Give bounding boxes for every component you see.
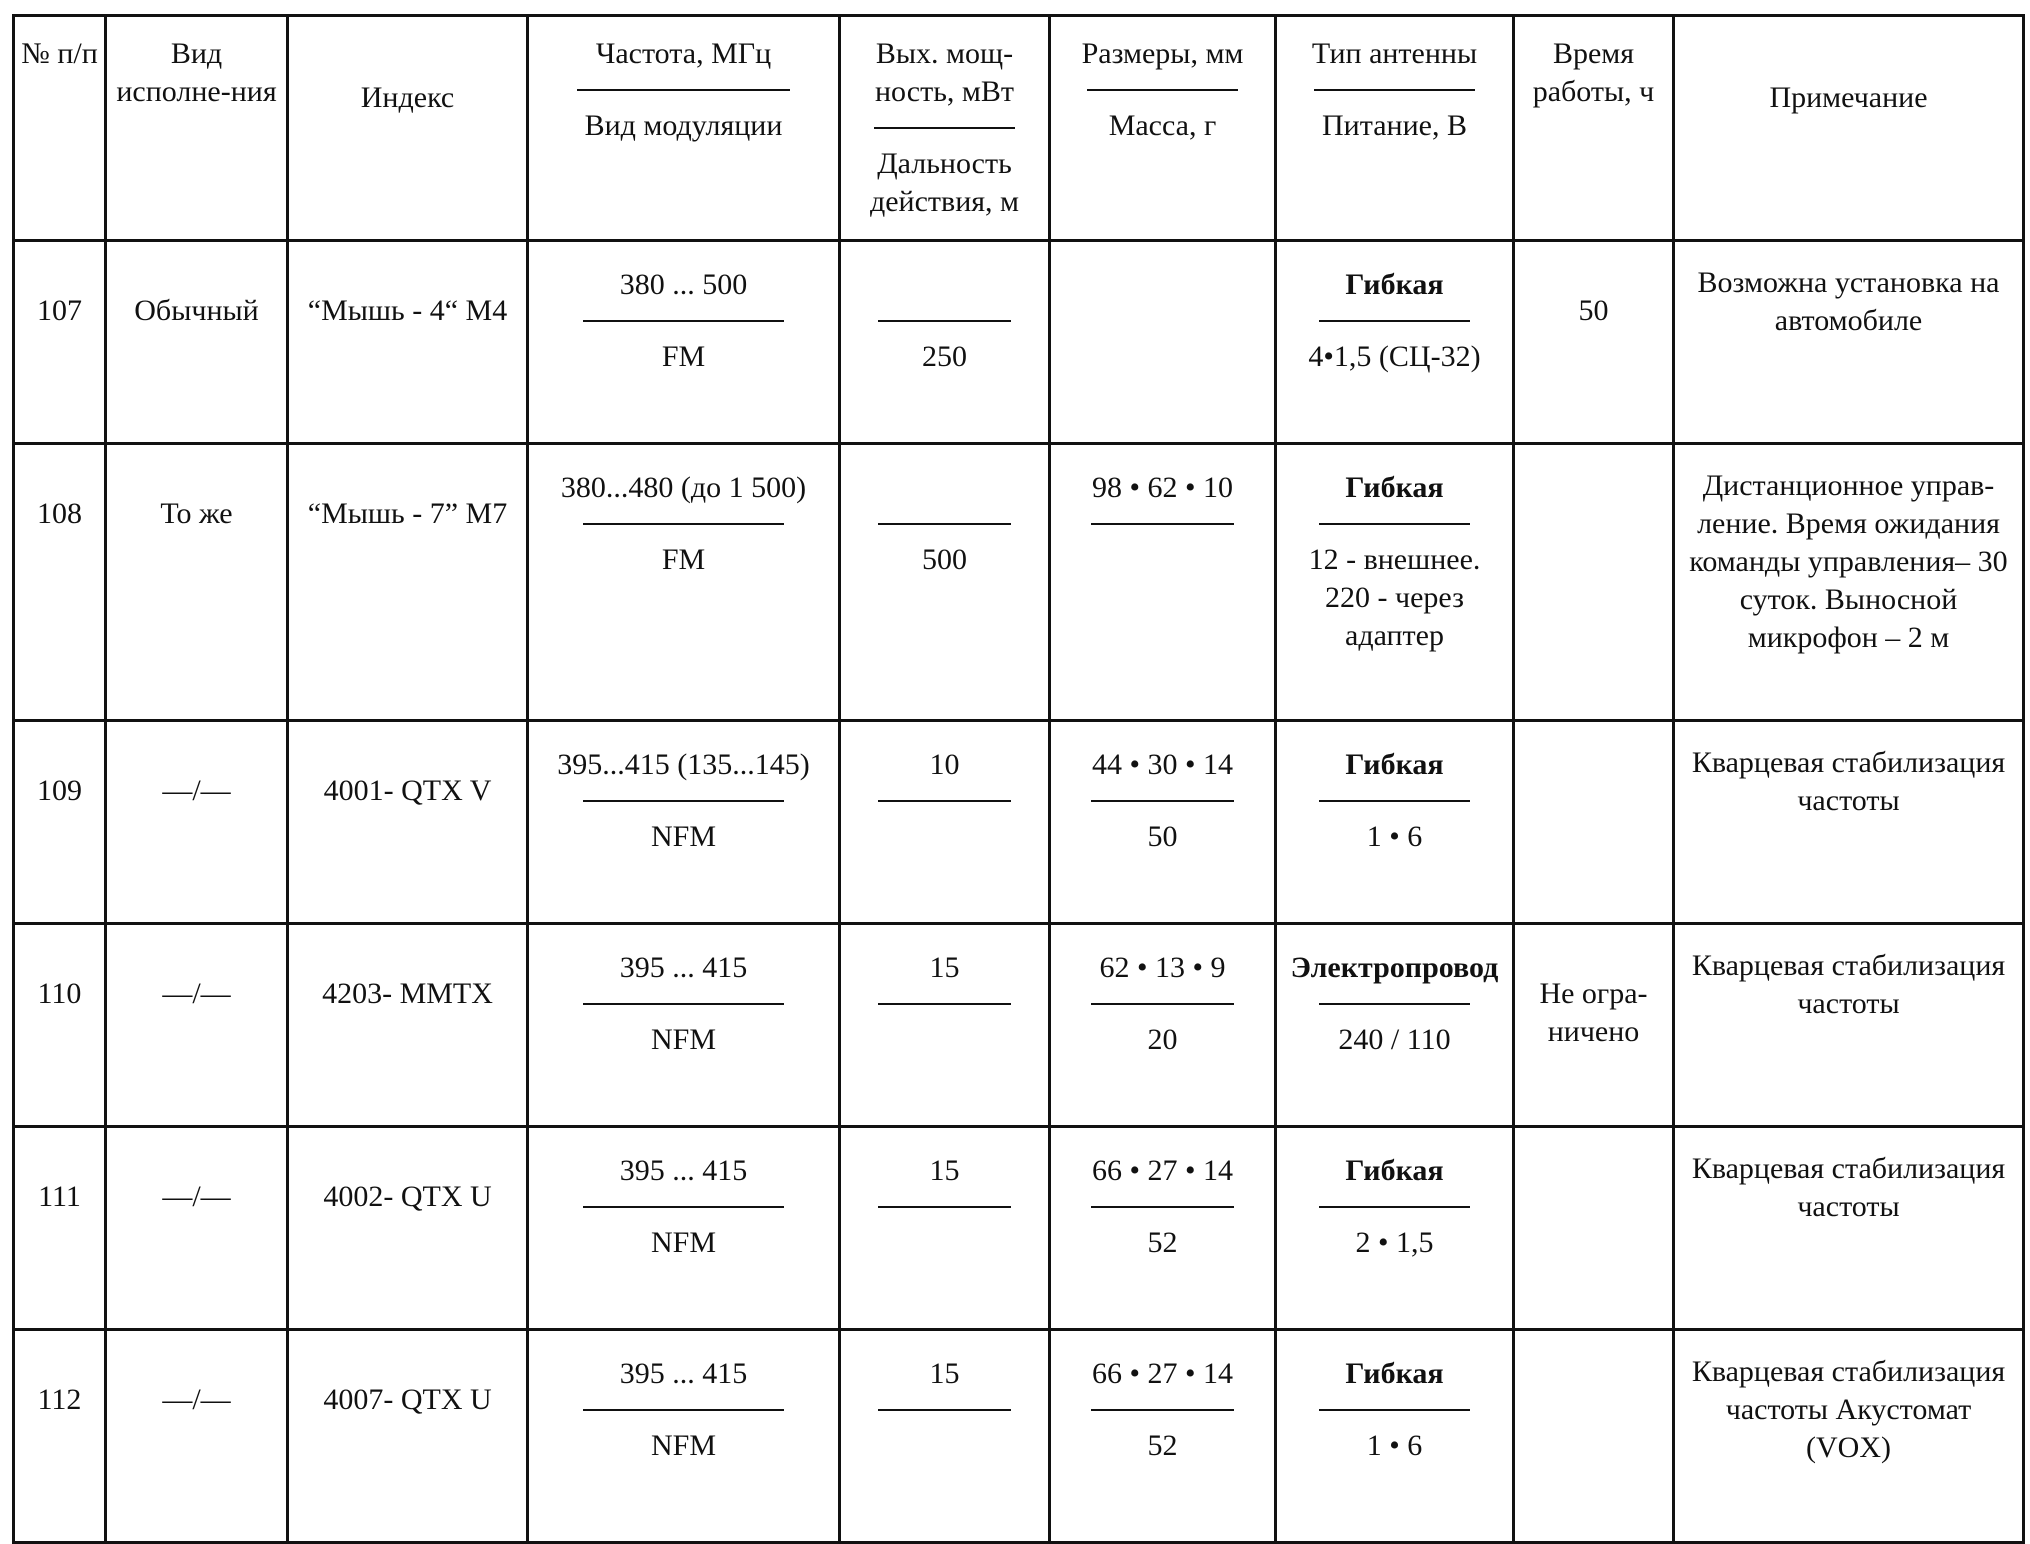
row-time-cell [1514,1127,1674,1330]
row-num: 109 [37,774,82,807]
row-kind: Обычный [134,294,259,327]
row-size-cell [1050,444,1276,721]
table-row [14,1127,2024,1330]
row-num: 111 [38,1180,81,1213]
row-antenna-top: Гибкая [1345,1154,1444,1187]
row-size-bottom: 50 [1147,820,1178,853]
row-index-cell [288,241,528,444]
row-power-cell [840,444,1050,721]
row-size-cell [1050,924,1276,1127]
row-antenna-cell [1276,1127,1514,1330]
row-index: 4007- QTX U [323,1383,492,1416]
row-antenna-rule [1319,523,1471,525]
table-header [14,16,2024,241]
row-antenna-top: Гибкая [1345,471,1444,504]
row-size-rule [1091,1206,1234,1208]
row-size-top: 44 • 30 • 14 [1091,748,1233,781]
row-power-bottom: 500 [922,543,967,576]
row-antenna-bottom: 12 - внешнее. 220 - через адаптер [1308,543,1481,652]
header-num: № п/п [14,16,106,241]
row-num: 108 [37,497,82,530]
row-freq-rule [583,320,785,322]
row-index: 4001- QTX V [323,774,492,807]
row-antenna-bottom: 240 / 110 [1338,1023,1451,1056]
header-index [288,16,528,241]
row-size-rule [1091,1409,1234,1411]
row-power-fraction [847,925,1042,1059]
row-size-fraction [1057,925,1268,1059]
row-antenna-bottom: 4•1,5 (СЦ-32) [1308,340,1481,373]
header-freq-fraction [535,35,832,145]
row-index-cell [288,1127,528,1330]
row-freq-rule [583,800,785,802]
row-kind-cell [106,444,288,721]
row-index: “Мышь - 7” М7 [307,497,508,530]
row-time-cell [1514,444,1674,721]
row-time: 50 [1578,294,1609,327]
row-num-cell [14,444,106,721]
row-power-top: 10 [929,748,960,781]
row-size-rule [1091,800,1234,802]
header-antenna-fraction [1283,35,1506,145]
table-row [14,1330,2024,1543]
header-size-top: Размеры, мм [1081,37,1244,70]
row-antenna-cell [1276,924,1514,1127]
header-time: Время работы, ч [1514,16,1674,241]
header-antenna-rule [1314,89,1475,91]
row-time-cell [1514,721,1674,924]
row-size-top: 98 • 62 • 10 [1091,471,1233,504]
row-power-top: 15 [929,951,960,984]
row-note-cell [1674,1127,2024,1330]
row-power-rule [878,800,1011,802]
row-freq-fraction [535,722,832,856]
row-freq-fraction [535,1128,832,1262]
row-freq-bottom: FM [661,543,706,576]
row-antenna-cell [1276,444,1514,721]
row-index-cell [288,721,528,924]
row-size-bottom: 52 [1147,1226,1178,1259]
row-antenna-rule [1319,1206,1471,1208]
row-freq-bottom: FM [661,340,706,373]
row-note-cell [1674,241,2024,444]
row-kind: —/— [162,774,231,807]
row-freq-bottom: NFM [650,1429,717,1462]
row-freq-fraction [535,925,832,1059]
row-index-cell [288,444,528,721]
row-freq-top: 395...415 (135...145) [557,748,810,781]
row-freq-bottom: NFM [650,820,717,853]
table-row [14,444,2024,721]
row-note-cell [1674,721,2024,924]
row-freq-fraction [535,1331,832,1465]
row-antenna-bottom: 2 • 1,5 [1355,1226,1434,1259]
row-freq-rule [583,1206,785,1208]
row-freq-cell [528,1330,840,1543]
header-kind: Вид исполне-ния [106,16,288,241]
header-freq-rule [577,89,791,91]
row-num-cell [14,1330,106,1543]
row-antenna-fraction [1283,1331,1506,1465]
row-freq-bottom: NFM [650,1023,717,1056]
header-power-rule [874,127,1014,129]
header-note [1674,16,2024,241]
row-freq-top: 395 ... 415 [619,1357,748,1390]
row-power-rule [878,1003,1011,1005]
header-antenna-bottom: Питание, В [1322,109,1467,142]
row-power-rule [878,320,1011,322]
row-freq-fraction [535,242,832,376]
row-num-cell [14,1127,106,1330]
row-note: Возможна установка на автомобиле [1697,266,2000,337]
header-size-bottom: Масса, г [1108,109,1217,142]
header-size [1050,16,1276,241]
row-antenna-cell [1276,241,1514,444]
row-note-cell [1674,444,2024,721]
row-note: Кварцевая стабилизация частоты [1691,949,2006,1020]
row-index-cell [288,924,528,1127]
row-index-cell [288,1330,528,1543]
row-freq-cell [528,241,840,444]
row-size-fraction [1057,1331,1268,1465]
row-power-cell [840,1127,1050,1330]
row-kind: —/— [162,977,231,1010]
row-power-fraction [847,722,1042,856]
table-row [14,241,2024,444]
header-power-top: Вых. мощ-ность, мВт [874,37,1014,108]
row-antenna-top: Гибкая [1345,1357,1444,1390]
row-power-fraction [847,242,1042,376]
row-power-cell [840,1330,1050,1543]
row-kind-cell [106,241,288,444]
row-size-bottom: 20 [1147,1023,1178,1056]
row-size-rule [1091,523,1234,525]
row-kind-cell [106,1330,288,1543]
row-freq-fraction [535,445,832,579]
row-antenna-fraction [1283,445,1506,655]
header-antenna [1276,16,1514,241]
row-time-cell [1514,1330,1674,1543]
row-freq-cell [528,444,840,721]
row-num-cell [14,721,106,924]
transmitter-spec-table [12,14,2025,1544]
header-freq [528,16,840,241]
row-power-rule [878,1409,1011,1411]
row-power-fraction [847,1331,1042,1465]
row-power-cell [840,924,1050,1127]
row-freq-top: 380 ... 500 [619,268,748,301]
row-time-cell [1514,924,1674,1127]
row-power-cell [840,721,1050,924]
row-size-cell [1050,721,1276,924]
row-antenna-rule [1319,320,1471,322]
row-note: Дистанционное управ-ление. Время ожидания команды управления– 30 суток. Выносной микрофон – 2 м [1689,469,2008,654]
row-antenna-bottom: 1 • 6 [1366,820,1423,853]
row-power-cell [840,241,1050,444]
header-freq-top: Частота, МГц [595,37,772,70]
header-size-rule [1087,89,1239,91]
row-kind-cell [106,924,288,1127]
row-size-top: 66 • 27 • 14 [1091,1154,1233,1187]
row-antenna-cell [1276,1330,1514,1543]
row-note-cell [1674,924,2024,1127]
row-num-cell [14,241,106,444]
header-row [14,16,2024,241]
row-num: 110 [37,977,82,1010]
row-kind-cell [106,1127,288,1330]
row-size-cell [1050,241,1276,444]
row-power-fraction [847,445,1042,579]
row-antenna-rule [1319,800,1471,802]
row-size-fraction [1057,445,1268,579]
row-kind: —/— [162,1180,231,1213]
row-note: Кварцевая стабилизация частоты Акустомат (VOX) [1691,1355,2006,1464]
row-power-rule [878,523,1011,525]
header-index-label: Индекс [360,81,455,114]
row-size-cell [1050,1127,1276,1330]
row-freq-cell [528,1127,840,1330]
row-power-bottom: 250 [922,340,967,373]
row-antenna-fraction [1283,1128,1506,1262]
row-num-cell [14,924,106,1127]
table-row [14,721,2024,924]
row-time-cell [1514,241,1674,444]
row-antenna-top: Электропровод [1290,951,1499,984]
row-freq-top: 395 ... 415 [619,951,748,984]
row-antenna-rule [1319,1003,1471,1005]
row-index: 4002- QTX U [323,1180,492,1213]
row-antenna-rule [1319,1409,1471,1411]
row-kind: То же [160,497,233,530]
header-size-fraction [1057,35,1268,145]
row-freq-top: 380...480 (до 1 500) [560,471,807,504]
row-freq-top: 395 ... 415 [619,1154,748,1187]
row-antenna-top: Гибкая [1345,268,1444,301]
header-power-bottom: Дальность действия, м [869,147,1020,218]
row-size-rule [1091,1003,1234,1005]
spec-table-page [12,14,2022,1464]
row-power-rule [878,1206,1011,1208]
row-note: Кварцевая стабилизация частоты [1691,746,2006,817]
row-time: Не огра-ничено [1539,977,1648,1048]
row-antenna-bottom: 1 • 6 [1366,1429,1423,1462]
row-kind: —/— [162,1383,231,1416]
header-freq-bottom: Вид модуляции [584,109,783,142]
table-row [14,924,2024,1127]
row-size-top: 66 • 27 • 14 [1091,1357,1233,1390]
row-index: “Мышь - 4“ М4 [307,294,508,327]
header-power-fraction [847,35,1042,221]
row-size-fraction [1057,722,1268,856]
header-note-label: Примечание [1769,81,1928,114]
row-size-fraction [1057,1128,1268,1262]
header-power [840,16,1050,241]
row-size-bottom: 52 [1147,1429,1178,1462]
row-antenna-top: Гибкая [1345,748,1444,781]
row-size-fraction [1057,242,1268,376]
row-freq-rule [583,1409,785,1411]
row-power-fraction [847,1128,1042,1262]
row-freq-rule [583,1003,785,1005]
row-antenna-cell [1276,721,1514,924]
row-size-cell [1050,1330,1276,1543]
table-body [14,241,2024,1543]
row-antenna-fraction [1283,242,1506,376]
row-note: Кварцевая стабилизация частоты [1691,1152,2006,1223]
row-index: 4203- MMTX [322,977,493,1010]
row-power-top: 15 [929,1154,960,1187]
row-antenna-fraction [1283,722,1506,856]
row-num: 112 [37,1383,82,1416]
header-antenna-top: Тип антенны [1311,37,1478,70]
row-freq-rule [583,523,785,525]
row-size-top: 62 • 13 • 9 [1099,951,1226,984]
row-freq-bottom: NFM [650,1226,717,1259]
row-power-top: 15 [929,1357,960,1390]
row-antenna-fraction [1283,925,1506,1059]
row-freq-cell [528,924,840,1127]
row-num: 107 [37,294,82,327]
row-freq-cell [528,721,840,924]
row-note-cell [1674,1330,2024,1543]
row-kind-cell [106,721,288,924]
